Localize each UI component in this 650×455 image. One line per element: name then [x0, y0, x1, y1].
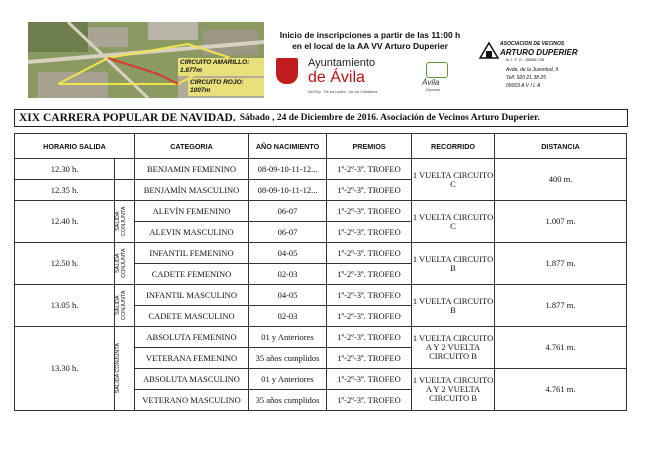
cell-nacimiento: 04-05 — [249, 243, 327, 264]
cell-empty — [115, 159, 135, 180]
cell-distancia: 400 m. — [495, 159, 627, 201]
cell-categoria: ALEVIN MASCULINO — [135, 222, 249, 243]
cell-recorrido: 1 VUELTA CIRCUITO C — [412, 201, 495, 243]
cell-recorrido: 1 VUELTA CIRCUITO B — [412, 285, 495, 327]
table-row — [15, 159, 627, 180]
cell-salida-conjunta — [115, 243, 135, 285]
cell-salida-conjunta — [115, 285, 135, 327]
cell-categoria: VETERANO MASCULINO — [135, 390, 249, 411]
header-horario: HORARIO SALIDA — [15, 134, 135, 159]
ayuntamiento-tagline: Del Rey · De los Leales · De los Caballeros — [308, 90, 378, 94]
cell-premios: 1º-2º-3º. TROFEO — [327, 159, 412, 180]
cell-horario: 13.30 h. — [15, 327, 115, 411]
cell-horario: 12.40 h. — [15, 201, 115, 243]
cell-salida-conjunta — [115, 327, 135, 411]
table-row — [15, 285, 627, 306]
intro-line-1: Inicio de inscripciones a partir de las 11:00 h — [279, 30, 461, 40]
asociacion-block — [478, 40, 598, 100]
intro-line-2: en el local de la AA VV Arturo Duperier — [292, 41, 448, 51]
asociacion-phone: Telf. 920 21 38 25 — [506, 75, 546, 81]
cell-salida-conjunta — [115, 201, 135, 243]
cell-categoria: ABSOLUTA FEMENINO — [135, 327, 249, 348]
cell-horario: 12.35 h. — [15, 180, 115, 201]
asociacion-line1: ASOCIACION DE VECINOS — [500, 41, 565, 47]
cell-premios: 1º-2º-3º. TROFEO — [327, 243, 412, 264]
asociacion-nif: N. I. F. G - 05008.725 — [506, 57, 545, 62]
cell-nacimiento: 06-07 — [249, 201, 327, 222]
cell-horario: 13.05 h. — [15, 285, 115, 327]
cell-categoria: CADETE MASCULINO — [135, 306, 249, 327]
cell-categoria: BENJAMIN FEMENINO — [135, 159, 249, 180]
asociacion-address: Avda. de la Juventud, 9 — [506, 67, 559, 73]
avila-deportes-icon — [426, 62, 448, 78]
cell-premios: 1º-2º-3º. TROFEO — [327, 327, 412, 348]
cell-recorrido: 1 VUELTA CIRCUITO A Y 2 VUELTA CIRCUITO B — [412, 327, 495, 369]
map-label-rojo: CIRCUITO ROJO: 1007m — [188, 78, 264, 96]
cell-categoria: ABSOLUTA MASCULINO — [135, 369, 249, 390]
cell-nacimiento: 35 años cumplidos — [249, 348, 327, 369]
cell-premios: 1º-2º-3º. TROFEO — [327, 264, 412, 285]
header-categoria: CATEGORIA — [135, 134, 249, 159]
cell-nacimiento: 04-05 — [249, 285, 327, 306]
table-row — [15, 327, 627, 348]
cell-categoria: INFANTIL MASCULINO — [135, 285, 249, 306]
cell-recorrido: 1 VUELTA CIRCUITO B — [412, 243, 495, 285]
cell-premios: 1º-2º-3º. TROFEO — [327, 285, 412, 306]
salida-conjunta-label: SALIDA CONJUNTA — [115, 290, 127, 321]
cell-premios: 1º-2º-3º. TROFEO — [327, 306, 412, 327]
salida-conjunta-label: SALIDA CONJUNTA — [115, 248, 127, 279]
route-map-image — [28, 22, 264, 98]
cell-recorrido: 1 VUELTA CIRCUITO A Y 2 VUELTA CIRCUITO B — [412, 369, 495, 411]
cell-distancia: 4.761 m. — [495, 327, 627, 369]
event-subtitle: Sábado , 24 de Diciembre de 2016. Asociación de Vecinos Arturo Duperier. — [239, 113, 540, 123]
map-label-amarillo: CIRCUITO AMARILLO: 1.877m — [178, 58, 264, 76]
cell-empty — [115, 180, 135, 201]
ayuntamiento-line1: Ayuntamiento — [308, 57, 376, 69]
cell-premios: 1º-2º-3º. TROFEO — [327, 222, 412, 243]
cell-horario: 12.50 h. — [15, 243, 115, 285]
table-header-row — [15, 134, 627, 159]
cell-nacimiento: 02-03 — [249, 306, 327, 327]
cell-premios: 1º-2º-3º. TROFEO — [327, 390, 412, 411]
cell-recorrido: 1 VUELTA CIRCUITO C — [412, 159, 495, 201]
cell-categoria: INFANTIL FEMENINO — [135, 243, 249, 264]
cell-nacimiento: 35 años cumplidos — [249, 390, 327, 411]
header-recorrido: RECORRIDO — [412, 134, 495, 159]
cell-categoria: CADETE FEMENINO — [135, 264, 249, 285]
avila-deportes-logo — [422, 60, 452, 96]
cell-premios: 1º-2º-3º. TROFEO — [327, 201, 412, 222]
avila-deportes-name: Ávila — [422, 78, 440, 87]
avila-deportes-sub: Deportes — [426, 88, 441, 92]
cell-horario: 12.30 h. — [15, 159, 115, 180]
inscription-notice — [270, 30, 470, 52]
header-nacimiento: AÑO NACIMIENTO — [249, 134, 327, 159]
cell-premios: 1º-2º-3º. TROFEO — [327, 369, 412, 390]
salida-conjunta-label: SALIDA CONJUNTA — [115, 343, 121, 394]
asociacion-line2: ARTURO DUPERIER — [500, 48, 578, 57]
event-title-bar — [14, 109, 628, 127]
cell-categoria: VETERANA FEMENINO — [135, 348, 249, 369]
ayuntamiento-line2: de Ávila — [308, 69, 365, 86]
cell-categoria: BENJAMÍN MASCULINO — [135, 180, 249, 201]
cell-premios: 1º-2º-3º. TROFEO — [327, 348, 412, 369]
cell-distancia: 1.007 m. — [495, 201, 627, 243]
cell-nacimiento: 06-07 — [249, 222, 327, 243]
salida-conjunta-label: SALIDA CONJUNTA — [115, 206, 127, 237]
ayuntamiento-shield-icon — [276, 58, 298, 84]
cell-distancia: 4.761 m. — [495, 369, 627, 411]
cell-premios: 1º-2º-3º. TROFEO — [327, 180, 412, 201]
ayuntamiento-logo — [274, 54, 396, 96]
cell-nacimiento: 02-03 — [249, 264, 327, 285]
table-row — [15, 243, 627, 264]
table-row — [15, 201, 627, 222]
cell-distancia: 1.877 m. — [495, 285, 627, 327]
header-premios: PREMIOS — [327, 134, 412, 159]
cell-categoria: ALEVÍN FEMENINO — [135, 201, 249, 222]
cell-nacimiento: 01 y Anteriores — [249, 369, 327, 390]
asociacion-city: 05003 A V I L A — [506, 83, 541, 89]
cell-nacimiento: 08-09-10-11-12... — [249, 180, 327, 201]
asociacion-logo-icon — [478, 40, 500, 60]
cell-nacimiento: 01 y Anteriores — [249, 327, 327, 348]
cell-distancia: 1.877 m. — [495, 243, 627, 285]
cell-nacimiento: 08-09-10-11-12... — [249, 159, 327, 180]
event-title: XIX CARRERA POPULAR DE NAVIDAD. — [19, 112, 236, 124]
header-distancia: DISTANCIA — [495, 134, 627, 159]
schedule-table — [14, 133, 627, 411]
